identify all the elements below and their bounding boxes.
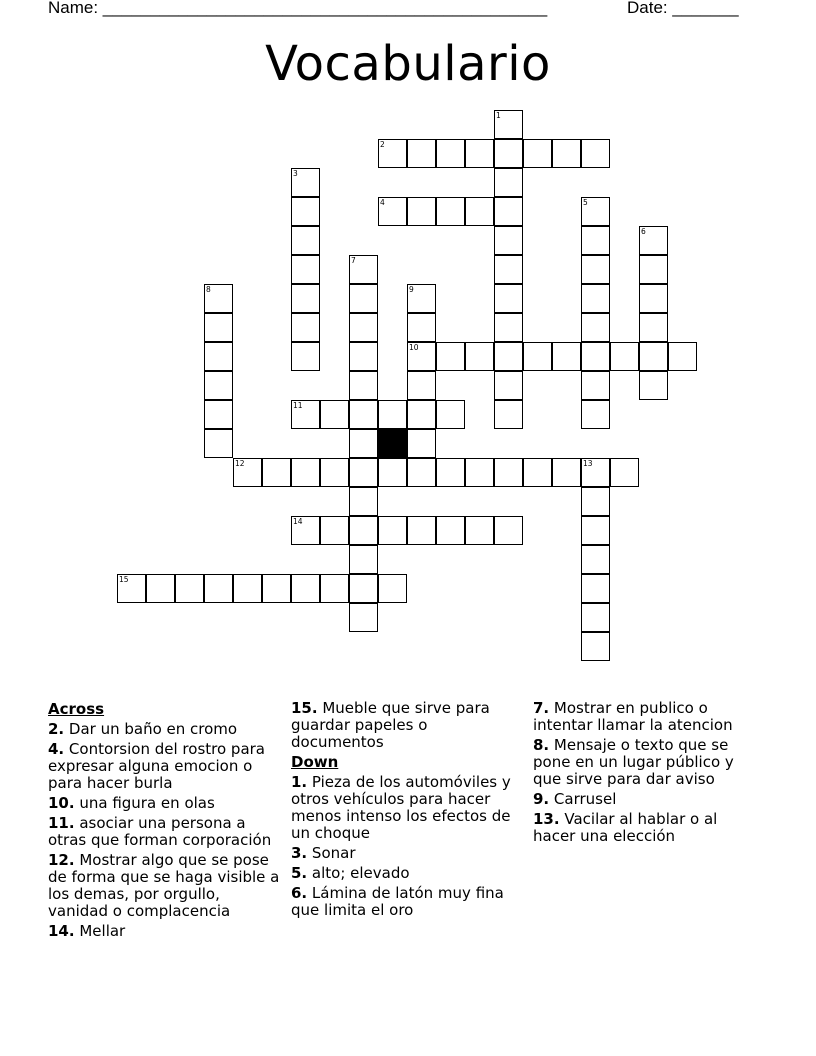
cell-number: 9 — [409, 285, 414, 294]
clue-text: Mostrar en publico o intentar llamar la atencion — [533, 699, 733, 734]
cell-number: 4 — [380, 198, 385, 207]
grid-cell[interactable] — [407, 516, 436, 545]
grid-cell[interactable] — [494, 342, 523, 371]
clue-down-8 — [533, 737, 759, 788]
clue-number: 10. — [48, 794, 75, 812]
clue-number: 8. — [533, 736, 550, 754]
clue-number: 9. — [533, 790, 550, 808]
clue-text: Sonar — [311, 844, 356, 862]
grid-cell[interactable] — [233, 458, 262, 487]
grid-cell[interactable] — [349, 313, 378, 342]
clue-down-7 — [533, 700, 759, 734]
grid-cell[interactable] — [407, 284, 436, 313]
grid-cell[interactable] — [291, 574, 320, 603]
grid-cell[interactable] — [494, 400, 523, 429]
cell-number: 10 — [409, 343, 419, 352]
grid-cell[interactable] — [552, 458, 581, 487]
cell-number: 15 — [119, 575, 129, 584]
grid-cell[interactable] — [291, 168, 320, 197]
grid-cell[interactable] — [436, 342, 465, 371]
grid-cell[interactable] — [291, 458, 320, 487]
grid-cell[interactable] — [204, 429, 233, 458]
grid-cell[interactable] — [436, 458, 465, 487]
clue-across-15 — [291, 700, 523, 751]
clue-down-5 — [291, 865, 523, 882]
cell-number: 13 — [583, 459, 593, 468]
page-title: Vocabulario — [265, 36, 551, 92]
grid-cell[interactable] — [349, 284, 378, 313]
grid-cell[interactable] — [291, 284, 320, 313]
grid-cell[interactable] — [262, 458, 291, 487]
clue-number: 13. — [533, 810, 560, 828]
clue-across-10 — [48, 795, 284, 812]
clue-across-2 — [48, 721, 284, 738]
grid-cell[interactable] — [639, 342, 668, 371]
grid-cell[interactable] — [175, 574, 204, 603]
clue-text: Lámina de latón muy fina que limita el oro — [291, 884, 504, 919]
grid-cell[interactable] — [639, 313, 668, 342]
grid-cell[interactable] — [349, 574, 378, 603]
clue-text: Pieza de los automóviles y otros vehículos para hacer menos intenso los efectos de un choque — [291, 773, 511, 842]
grid-cell[interactable] — [320, 574, 349, 603]
grid-cell[interactable] — [378, 197, 407, 226]
clue-text: asociar una persona a otras que forman corporación — [48, 814, 272, 849]
grid-cell[interactable] — [378, 458, 407, 487]
grid-cell[interactable] — [407, 400, 436, 429]
grid-cell[interactable] — [204, 400, 233, 429]
grid-cell[interactable] — [465, 342, 494, 371]
grid-cell[interactable] — [639, 284, 668, 313]
grid-cell[interactable] — [523, 139, 552, 168]
clue-number: 15. — [291, 699, 318, 717]
grid-cell[interactable] — [581, 574, 610, 603]
clue-number: 12. — [48, 851, 75, 869]
grid-cell-blocked — [378, 429, 407, 458]
grid-cell[interactable] — [581, 632, 610, 661]
grid-cell[interactable] — [523, 458, 552, 487]
grid-cell[interactable] — [581, 139, 610, 168]
clue-text: Mueble que sirve para guardar papeles o documentos — [291, 699, 490, 751]
grid-cell[interactable] — [378, 516, 407, 545]
clue-number: 11. — [48, 814, 75, 832]
across-heading: Across — [48, 700, 105, 718]
cell-number: 12 — [235, 459, 245, 468]
grid-cell[interactable] — [639, 371, 668, 400]
clue-number: 4. — [48, 740, 65, 758]
grid-cell[interactable] — [407, 197, 436, 226]
clue-across-12 — [48, 852, 284, 920]
clue-across-4 — [48, 741, 284, 792]
cell-number: 8 — [206, 285, 211, 294]
grid-cell[interactable] — [581, 516, 610, 545]
grid-cell[interactable] — [349, 429, 378, 458]
grid-cell[interactable] — [494, 371, 523, 400]
clue-number: 7. — [533, 699, 550, 717]
clue-down-6 — [291, 885, 523, 919]
grid-cell[interactable] — [349, 371, 378, 400]
grid-cell[interactable] — [494, 255, 523, 284]
grid-cell[interactable] — [581, 400, 610, 429]
clue-text: Mensaje o texto que se pone en un lugar público y que sirve para dar aviso — [533, 736, 734, 788]
down-heading: Down — [291, 753, 339, 771]
clue-text: una figura en olas — [79, 794, 215, 812]
grid-cell[interactable] — [262, 574, 291, 603]
grid-cell[interactable] — [494, 139, 523, 168]
grid-cell[interactable] — [407, 342, 436, 371]
clue-down-9 — [533, 791, 759, 808]
grid-cell[interactable] — [668, 342, 697, 371]
clue-text: Carrusel — [553, 790, 617, 808]
grid-cell[interactable] — [465, 139, 494, 168]
cell-number: 1 — [496, 111, 501, 120]
grid-cell[interactable] — [581, 313, 610, 342]
cell-number: 11 — [293, 401, 303, 410]
grid-cell[interactable] — [349, 603, 378, 632]
grid-cell[interactable] — [291, 226, 320, 255]
grid-cell[interactable] — [494, 313, 523, 342]
grid-cell[interactable] — [465, 197, 494, 226]
grid-cell[interactable] — [407, 139, 436, 168]
grid-cell[interactable] — [494, 110, 523, 139]
grid-cell[interactable] — [610, 342, 639, 371]
grid-cell[interactable] — [407, 313, 436, 342]
clue-text: Vacilar al hablar o al hacer una elección — [533, 810, 718, 845]
clue-number: 3. — [291, 844, 308, 862]
grid-cell[interactable] — [291, 197, 320, 226]
grid-cell[interactable] — [378, 400, 407, 429]
clue-number: 14. — [48, 922, 75, 940]
grid-cell[interactable] — [204, 284, 233, 313]
grid-cell[interactable] — [378, 139, 407, 168]
grid-cell[interactable] — [204, 574, 233, 603]
grid-cell[interactable] — [494, 284, 523, 313]
grid-cell[interactable] — [204, 342, 233, 371]
grid-cell[interactable] — [146, 574, 175, 603]
grid-cell[interactable] — [581, 255, 610, 284]
grid-cell[interactable] — [581, 342, 610, 371]
cell-number: 6 — [641, 227, 646, 236]
grid-cell[interactable] — [291, 400, 320, 429]
grid-cell[interactable] — [610, 458, 639, 487]
grid-cell[interactable] — [494, 226, 523, 255]
grid-cell[interactable] — [291, 342, 320, 371]
grid-cell[interactable] — [349, 516, 378, 545]
grid-cell[interactable] — [204, 313, 233, 342]
clue-across-11 — [48, 815, 284, 849]
clue-number: 6. — [291, 884, 308, 902]
grid-cell[interactable] — [581, 545, 610, 574]
grid-cell[interactable] — [320, 458, 349, 487]
grid-cell[interactable] — [523, 342, 552, 371]
date-line[interactable]: Date: _______ — [627, 0, 739, 17]
name-line[interactable]: Name: _______________________________________________ — [48, 0, 548, 17]
grid-cell[interactable] — [639, 226, 668, 255]
cell-number: 7 — [351, 256, 356, 265]
clue-across-14 — [48, 923, 284, 940]
grid-cell[interactable] — [349, 458, 378, 487]
grid-cell[interactable] — [378, 574, 407, 603]
clue-number: 2. — [48, 720, 65, 738]
grid-cell[interactable] — [349, 487, 378, 516]
clues-column-3 — [533, 700, 759, 848]
grid-cell[interactable] — [320, 400, 349, 429]
grid-cell[interactable] — [117, 574, 146, 603]
grid-cell[interactable] — [465, 516, 494, 545]
grid-cell[interactable] — [320, 516, 349, 545]
grid-cell[interactable] — [494, 458, 523, 487]
grid-cell[interactable] — [581, 371, 610, 400]
grid-cell[interactable] — [349, 400, 378, 429]
clue-number: 5. — [291, 864, 308, 882]
grid-cell[interactable] — [639, 255, 668, 284]
grid-cell[interactable] — [291, 516, 320, 545]
grid-cell[interactable] — [581, 603, 610, 632]
cell-number: 3 — [293, 169, 298, 178]
grid-cell[interactable] — [465, 458, 494, 487]
grid-cell[interactable] — [233, 574, 262, 603]
clue-down-1 — [291, 774, 523, 842]
clue-text: alto; elevado — [311, 864, 410, 882]
grid-cell[interactable] — [204, 371, 233, 400]
grid-cell[interactable] — [581, 458, 610, 487]
grid-cell[interactable] — [581, 226, 610, 255]
grid-cell[interactable] — [581, 284, 610, 313]
grid-cell[interactable] — [494, 168, 523, 197]
cell-number: 2 — [380, 140, 385, 149]
grid-cell[interactable] — [436, 516, 465, 545]
cell-number: 5 — [583, 198, 588, 207]
clue-text: Mellar — [79, 922, 126, 940]
grid-cell[interactable] — [407, 371, 436, 400]
grid-cell[interactable] — [494, 516, 523, 545]
grid-cell[interactable] — [552, 139, 581, 168]
grid-cell[interactable] — [349, 255, 378, 284]
grid-cell[interactable] — [291, 255, 320, 284]
grid-cell[interactable] — [436, 400, 465, 429]
clues-column-1 — [48, 700, 284, 943]
grid-cell[interactable] — [291, 313, 320, 342]
clue-number: 1. — [291, 773, 308, 791]
cell-number: 14 — [293, 517, 303, 526]
clue-text: Mostrar algo que se pose de forma que se haga visible a los demas, por orgullo, vanidad o complacencia — [48, 851, 280, 920]
grid-cell[interactable] — [407, 429, 436, 458]
grid-cell[interactable] — [436, 197, 465, 226]
clue-down-13 — [533, 811, 759, 845]
clue-text: Dar un baño en cromo — [68, 720, 238, 738]
grid-cell[interactable] — [436, 139, 465, 168]
grid-cell[interactable] — [552, 342, 581, 371]
clue-down-3 — [291, 845, 523, 862]
grid-cell[interactable] — [349, 545, 378, 574]
grid-cell[interactable] — [407, 458, 436, 487]
clues-column-2 — [291, 700, 523, 922]
clue-text: Contorsion del rostro para expresar alguna emocion o para hacer burla — [48, 740, 265, 792]
grid-cell[interactable] — [494, 197, 523, 226]
grid-cell[interactable] — [581, 197, 610, 226]
grid-cell[interactable] — [349, 342, 378, 371]
grid-cell[interactable] — [581, 487, 610, 516]
